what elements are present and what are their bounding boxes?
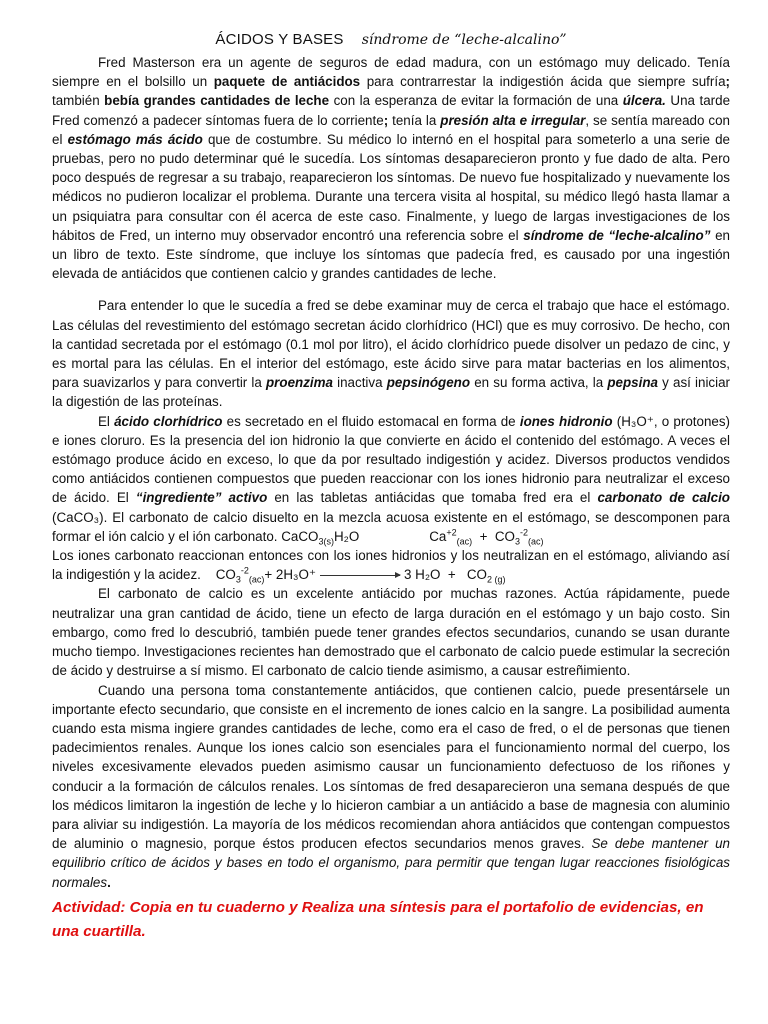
document-title: ÁCIDOS Y BASES (215, 31, 344, 48)
document-page (52, 30, 734, 944)
title-row (52, 30, 730, 50)
paragraph-4: El carbonato de calcio es un excelente antiácido por muchas razones. Actúa rápidamente, puede neutralizar una gran cantidad de ácido, tiene un efecto de larga duración en el estómago y un bajo costo. Sin embargo, como fred lo descubrió, también puede tener grandes efectos secundarios, cunando se usan durante mucho tiempo. Investigaciones recientes han demostrado que el carbonato de calcio puede estimular la secreción de ácido y destruirse a sí mismo. El carbonato de calcio tiende asimismo, a causar estreñimiento. (52, 586, 730, 679)
document-subtitle: síndrome de “leche-alcalino” (361, 32, 567, 48)
activity-instruction: Actividad: Copia en tu cuaderno y Realiza una síntesis para el portafolio de evidencias, en una cuartilla. (52, 898, 704, 940)
paragraph-3: El ácido clorhídrico es secretado en el fluido estomacal en forma de iones hidronio (H₃O⁺, o protones) e iones cloruro. Es la presencia del ion hidronio la que convierte en ácido el contenido del estómago. A veces el estómago produce ácido en exceso, lo que da por resultado indigestión y acidez. Diversos productos vendidos como antiácidos contienen compuestos que pueden reaccionar con los iones hidronio para neutralizar el exceso de ácido. El “ingrediente” activo en las tabletas antiácidas que tomaba fred era el carbonato de calcio (CaCO₃). El carbonato de calcio disuelto en la mezcla acuosa existente en el estómago, se descomponen para formar el ión calcio y el ión carbonato. CaCO$_{3(s)}$H₂O $Ca^{+2}_{(ac)} + CO_3^{-2}_{(ac)}$ Los iones carbonato reaccionan entonces con los iones hidronios y los neutralizan en el estómago, aliviando así la indigestión y la acidez. $CO_3^{-2}_{(ac)}+ 2H_3O^+$ 3 $H_2O + CO_{2 (g)}$ (52, 413, 734, 585)
reaction-2: $CO_3^{-2}_{(ac)}+ 2H_3O^+$ 3 $H_2O + CO_{2 (g)}$ (215, 565, 506, 585)
reaction-arrow-icon (320, 575, 400, 576)
paragraph-5: Cuando una persona toma constantemente antiácidos, que contienen calcio, puede presentársele un importante efecto secundario, que consiste en el incremento de iones calcio en la sangre. La posibilidad aumenta cuando esta misma ingiere grandes cantidades de leche, como era el caso de fred, o el de personas que tienen padecimientos renales. Aunque los iones calcio son esenciales para el funcionamiento normal del cuerpo, los niveles excesivamente elevados pueden asimismo causar un funcionamiento defectuoso de los riñones y conducir a la formación de cálculos renales. Los síntomas de fred desaparecieron una semana después de que los médicos limitaron la ingestión de leche y lo hicieron cambiar a un antiácido a base de magnesia con aluminio para aliviar su indigestión. La mayoría de los médicos recomiendan ahora antiácidos que contengan compuestos de aluminio o magnesio, porque éstos producen efectos secundarios menos graves. Se debe mantener un equilibrio crítico de ácidos y bases en todo el organismo, para permitir que tengan lugar reacciones fisiológicas normales. (52, 682, 730, 890)
reaction-1: CaCO$_{3(s)}$H₂O $Ca^{+2}_{(ac)} + CO_3^{-2}_{(ac)}$ (281, 527, 544, 547)
paragraph-2: Para entender lo que le sucedía a fred se debe examinar muy de cerca el trabajo que hace el estómago. Las células del revestimiento del estómago secretan ácido clorhídrico (HCl) que es muy corrosivo. De hecho, con la cantidad secretada por el estómago (0.1 mol por litro), el ácido clorhídrico puede disolver un pedazo de cinc, y es mortal para las células. En el interior del estómago, este ácido sirve para matar bacterias en los alimentos, para suavizarlos y para convertir la proenzima inactiva pepsinógeno en su forma activa, la pepsina y así iniciar la digestión de las proteínas. (52, 298, 730, 410)
paragraph-1: Fred Masterson era un agente de seguros de edad madura, con un estómago muy delicado. Tenía siempre en el bolsillo un paquete de antiácidos para contrarrestar la indigestión ácida que siempre sufría; también bebía grandes cantidades de leche con la esperanza de evitar la formación de una úlcera. Una tarde Fred comenzó a padecer síntomas fuera de lo corriente; tenía la presión alta e irregular, se sentía mareado con el estómago más ácido que de costumbre. Su médico lo internó en el hospital para someterlo a una serie de pruebas, pero no pudo determinar qué le sucedía. Los síntomas desaparecieron pronto y fue dado de alta. Pero poco después de regresar a su trabajo, reaparecieron los síntomas. De nuevo fue hospitalizado y nuevamente los médicos no pudieron localizar el problema. Durante una tercera visita al hospital, su médico llegó hasta llamar a un psiquiatra para consultar con él acerca de este caso. Finalmente, y luego de largas investigaciones de los hábitos de Fred, un interno muy observador encontró una referencia sobre el síndrome de “leche-alcalino” en un libro de texto. Este síndrome, que incluye los síntomas que padecía fred, es causado por una ingestión elevada de antiácidos que contienen calcio y grandes cantidades de leche. (52, 55, 731, 282)
